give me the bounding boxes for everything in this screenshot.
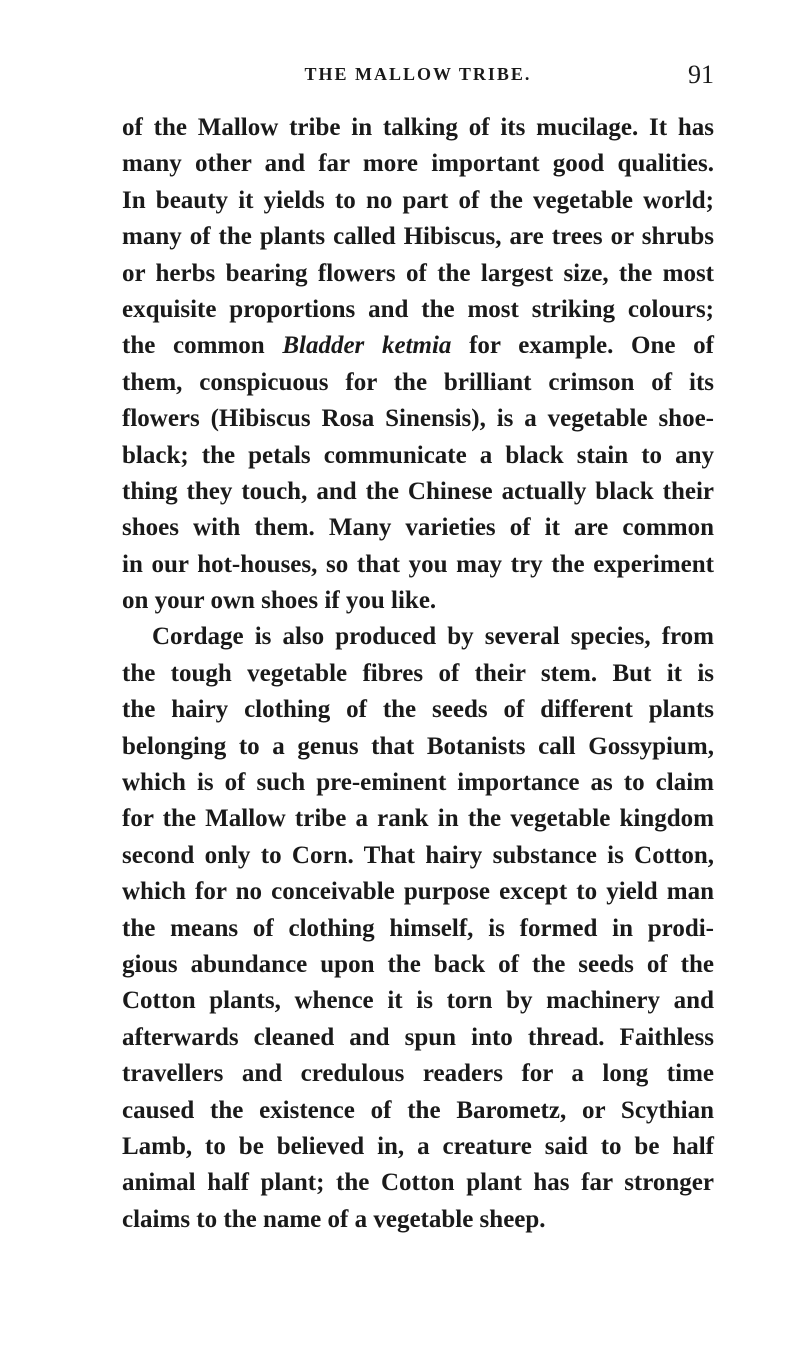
text-line: them, conspicuous for the brilliant crimson of its: [122, 368, 714, 396]
text-line: shoes with them. Many varieties of it are common: [122, 514, 714, 542]
text-line: many of the plants called Hibiscus, are trees or shrubs: [122, 223, 714, 251]
text-line: caused the existence of the Barometz, or Scythian: [122, 1096, 714, 1124]
text-line: travellers and credulous readers for a long time: [122, 1060, 714, 1088]
running-head: [122, 60, 714, 100]
text-fragment: for example. One of: [451, 332, 714, 360]
paragraph-start-line: Cordage is also produced by several species, from: [152, 623, 714, 651]
text-line: in our hot-houses, so that you may try the experiment: [122, 550, 714, 578]
text-line: Lamb, to be believed in, a creature said to be half: [122, 1132, 714, 1160]
text-line: gious abundance upon the back of the seeds of the: [122, 950, 714, 978]
text-line: second only to Corn. That hairy substance is Cotton,: [122, 841, 714, 869]
text-line: or herbs bearing flowers of the largest size, the most: [122, 259, 714, 287]
text-line: on your own shoes if you like.: [122, 587, 437, 615]
text-line: Cotton plants, whence it is torn by machinery and: [122, 987, 714, 1015]
text-line: thing they touch, and the Chinese actually black their: [122, 477, 714, 505]
text-line: which is of such pre-eminent importance as to claim: [122, 769, 714, 797]
text-line: the hairy clothing of the seeds of different plants: [122, 696, 714, 724]
running-title: THE MALLOW TRIBE.: [304, 64, 532, 84]
text-line: animal half plant; the Cotton plant has far stronger: [122, 1169, 714, 1197]
text-line: of the Mallow tribe in talking of its mucilage. It has: [122, 114, 714, 141]
text-line: In beauty it yields to no part of the vegetable world;: [122, 186, 714, 214]
body-text: [122, 110, 714, 1238]
text-line: the tough vegetable fibres of their stem. But it is: [122, 659, 714, 687]
italic-plant-name: Bladder ketmia: [282, 332, 452, 360]
text-line: afterwards cleaned and spun into thread. Faithless: [122, 1023, 714, 1051]
text-line: exquisite proportions and the most striking colours;: [122, 295, 714, 323]
text-line: claims to the name of a vegetable sheep.: [122, 1205, 546, 1233]
text-line: belonging to a genus that Botanists call Gossypium,: [122, 732, 714, 760]
text-line: the means of clothing himself, is formed in prodi-: [122, 914, 714, 942]
page-number: 91: [688, 60, 714, 89]
text-line: for the Mallow tribe a rank in the vegetable kingdom: [122, 805, 714, 833]
text-line-with-italic: [122, 328, 714, 364]
text-line: many other and far more important good qualities.: [122, 150, 714, 178]
text-line: black; the petals communicate a black stain to any: [122, 441, 714, 469]
text-line: flowers (Hibiscus Rosa Sinensis), is a vegetable shoe-: [122, 405, 714, 433]
text-fragment: the common: [122, 332, 283, 360]
text-line: which for no conceivable purpose except to yield man: [122, 878, 714, 906]
